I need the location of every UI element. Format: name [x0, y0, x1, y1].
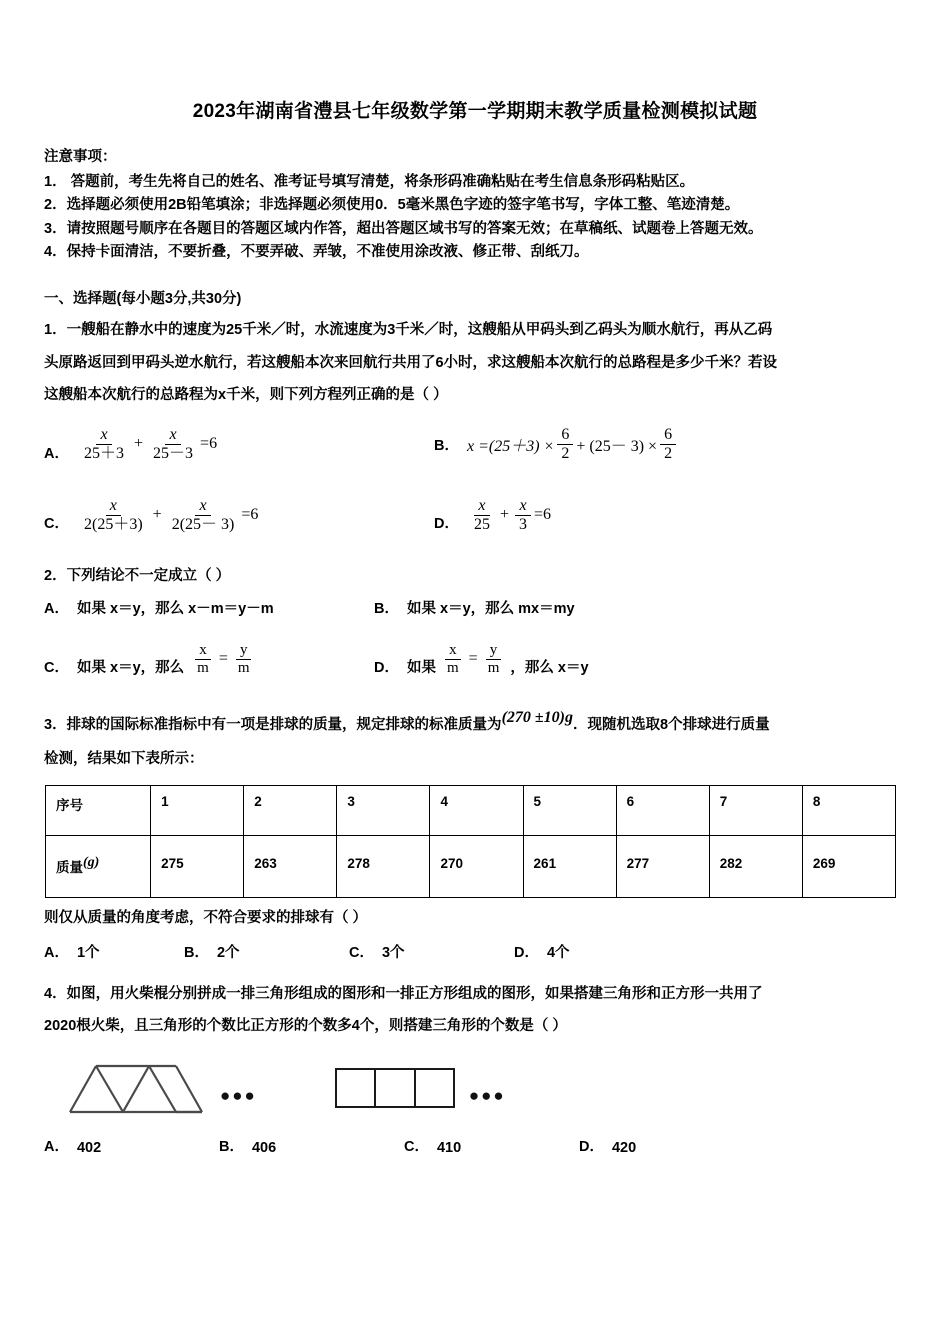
option-4d-text: 420: [611, 1140, 637, 1157]
option-4b-text: 406: [251, 1140, 277, 1157]
denominator: 25－3: [153, 444, 194, 462]
section-heading: 一、选择题(每小题3分,共30分): [44, 290, 242, 307]
option-3d[interactable]: [514, 941, 570, 962]
option-1b-label: B．: [434, 437, 459, 454]
numerator: x: [165, 426, 180, 445]
option-2d-label: D．: [374, 659, 399, 676]
table-cell-index: 2: [244, 786, 337, 836]
denominator: m: [446, 659, 459, 676]
expr-mid: + (25－ 3) ×: [576, 437, 658, 455]
option-3a[interactable]: [44, 941, 184, 962]
option-2d-formula: [440, 642, 506, 677]
question-2: [44, 563, 906, 676]
numerator: x: [96, 426, 111, 445]
table-row: [46, 786, 896, 836]
option-1a-formula: $\frac{x}{25+3}$ + $\frac{x}{25-3}$ =6: [77, 426, 217, 463]
option-3c-text: 3个: [381, 944, 405, 961]
option-3a-label: A．: [44, 944, 69, 961]
numerator: x: [445, 642, 461, 660]
question-4-line: 4．如图，用火柴棍分别拼成一排三角形组成的图形和一排正方形组成的图形，如果搭建三角形和正方形一共用了: [44, 985, 763, 1002]
notice-item: 2．选择题必须使用2B铅笔填涂；非选择题必须使用0．5毫米黑色字迹的签字笔书写，字体工整、笔迹清楚。: [44, 197, 740, 214]
option-2b-text: 如果 x＝y，那么 mx＝my: [406, 600, 575, 617]
question-3-line-1: [44, 707, 906, 743]
square-cell: [335, 1068, 375, 1108]
option-3c[interactable]: [349, 941, 514, 962]
notice-block: [44, 145, 906, 265]
option-4a-text: 402: [76, 1140, 102, 1157]
option-3d-label: D．: [514, 944, 539, 961]
notice-item: 4．保持卡面清洁，不要折叠，不要弄破、弄皱，不准使用涂改液、修正带、刮纸刀。: [44, 244, 589, 261]
expr-lead: x =(25＋3) ×: [466, 437, 555, 455]
numerator: x: [515, 497, 530, 516]
option-2d-prefix: 如果: [406, 659, 436, 676]
table-cell-mass: 275: [151, 836, 244, 898]
option-4c[interactable]: [404, 1135, 579, 1156]
equals-value: =6: [534, 506, 552, 524]
square-cell: [375, 1068, 415, 1108]
option-4c-text: 410: [436, 1140, 462, 1157]
option-2c-prefix: 如果 x＝y，那么: [76, 659, 185, 676]
triangle-strip-icon: [66, 1060, 206, 1116]
question-1-options-row-2: [44, 497, 906, 534]
table-cell-index: 5: [523, 786, 616, 836]
question-1-line: 这艘船本次航行的总路程为x千米，则下列方程列正确的是（ ）: [44, 387, 448, 404]
option-1c-formula: $\frac{x}{2(25+3)}$ + $\frac{x}{2(25- 3)}$ =6: [77, 497, 258, 534]
denominator: 3: [519, 515, 528, 533]
table-cell-mass: 261: [523, 836, 616, 898]
question-3-post-table: 则仅从质量的角度考虑，不符合要求的排球有（ ）: [44, 910, 368, 927]
table-cell-index: 7: [709, 786, 802, 836]
question-1-options-row-1: [44, 426, 906, 463]
table-cell-index: 8: [802, 786, 895, 836]
denominator: m: [197, 659, 209, 676]
matchstick-figure: [66, 1057, 906, 1119]
question-3: [44, 707, 906, 962]
option-3d-text: 4个: [546, 944, 570, 961]
table-header-mass: [46, 836, 151, 898]
numerator: x: [474, 497, 489, 516]
question-1-line: 头原路返回到甲码头逆水航行，若这艘船本次来回航行共用了6小时，求这艘船本次航行的总路程是多少千米？若设: [44, 354, 778, 371]
option-1c[interactable]: [44, 497, 434, 534]
option-2c-label: C．: [44, 659, 69, 676]
option-1a-label: A．: [44, 445, 69, 462]
mass-unit: (g): [83, 855, 100, 871]
question-2-options-row-1: [44, 597, 906, 618]
option-2b[interactable]: [374, 597, 575, 618]
table-cell-index: 3: [337, 786, 430, 836]
option-2a-label: A．: [44, 600, 69, 617]
option-1c-label: C．: [44, 516, 69, 533]
question-1: [44, 314, 906, 534]
table-cell-mass: 269: [802, 836, 895, 898]
table-cell-mass: 270: [430, 836, 523, 898]
option-2c-formula: [190, 642, 256, 677]
square-ellipsis: ●●●: [468, 1086, 506, 1106]
notice-item: 3．请按照题号顺序在各题目的答题区域内作答，超出答题区域书写的答案无效；在草稿纸、试题卷上答题无效。: [44, 220, 763, 237]
equals-sign: =: [468, 650, 478, 668]
numerator: 6: [557, 426, 573, 445]
option-1a[interactable]: [44, 426, 434, 463]
question-4-options-row: [44, 1135, 906, 1156]
table-cell-mass: 278: [337, 836, 430, 898]
question-2-options-row-2: [44, 642, 906, 677]
option-4c-label: C．: [404, 1139, 429, 1156]
equals-value: =6: [241, 506, 259, 524]
notice-item: 1． 答题前，考生先将自己的姓名、准考证号填写清楚，将条形码准确粘贴在考生信息条形码粘贴区。: [44, 174, 695, 190]
denominator: 2(25－ 3): [171, 515, 235, 533]
question-3-text-pre: 3．排球的国际标准指标中有一项是排球的质量，规定排球的标准质量为: [44, 716, 502, 733]
option-1d-label: D．: [434, 516, 459, 533]
denominator: 2(25＋3): [83, 515, 143, 533]
numerator: x: [195, 497, 210, 516]
equals-value: =6: [200, 435, 218, 453]
option-3a-text: 1个: [76, 944, 100, 961]
option-2d-suffix: ，那么 x＝y: [510, 659, 589, 676]
option-2c[interactable]: [44, 642, 374, 677]
table-cell-index: 1: [151, 786, 244, 836]
option-3b-text: 2个: [216, 944, 240, 961]
denominator: m: [237, 659, 250, 676]
option-3b-label: B．: [184, 944, 209, 961]
numerator: y: [236, 642, 252, 660]
denominator: 25: [473, 515, 490, 533]
option-1d-formula: $\frac{x}{25}$ + $\frac{x}{3}$ =6: [467, 497, 551, 534]
table-row: [46, 836, 896, 898]
equals-sign: =: [218, 650, 228, 668]
option-2a-text: 如果 x＝y，那么 x－m＝y－m: [76, 600, 274, 617]
question-4: [44, 978, 906, 1156]
denominator: 25＋3: [83, 444, 124, 462]
page-title: 2023年湖南省澧县七年级数学第一学期期末教学质量检测模拟试题: [192, 101, 758, 122]
denominator: m: [487, 659, 500, 676]
option-4b[interactable]: [219, 1135, 404, 1156]
mass-label: 质量: [56, 860, 83, 876]
option-4b-label: B．: [219, 1139, 244, 1156]
table-cell-index: 6: [616, 786, 709, 836]
option-1d[interactable]: [434, 497, 551, 534]
option-4a[interactable]: [44, 1135, 219, 1156]
question-3-options-row: [44, 941, 906, 962]
option-4d-label: D．: [579, 1139, 604, 1156]
square-strip-icon: [335, 1068, 455, 1108]
question-4-line: 2020根火柴，且三角形的个数比正方形的个数多4个，则搭建三角形的个数是（ ）: [44, 1018, 567, 1035]
notice-heading: 注意事项：: [44, 149, 117, 165]
table-header-index: 序号: [46, 786, 151, 836]
option-3c-label: C．: [349, 944, 374, 961]
numerator: y: [486, 642, 502, 660]
denominator: 2: [561, 444, 570, 462]
mass-data-table: [45, 785, 896, 898]
question-3-text-post: ．现随机选取8个排球进行质量: [573, 716, 770, 733]
numerator: x: [195, 642, 211, 660]
option-1b[interactable]: [434, 426, 679, 463]
table-cell-mass: 277: [616, 836, 709, 898]
option-4d[interactable]: [579, 1135, 636, 1156]
question-3-line-2: 检测，结果如下表所示：: [44, 750, 204, 767]
question-1-line: 1．一艘船在静水中的速度为25千米／时，水流速度为3千米／时，这艘船从甲码头到乙码头为顺水航行，再从乙码: [44, 321, 773, 338]
numerator: 6: [660, 426, 676, 445]
option-2b-label: B．: [374, 600, 399, 617]
table-cell-mass: 282: [709, 836, 802, 898]
option-3b[interactable]: [184, 941, 349, 962]
option-4a-label: A．: [44, 1139, 69, 1156]
question-3-formula: (270 ±10)g: [501, 708, 573, 726]
table-cell-index: 4: [430, 786, 523, 836]
question-2-stem: 2．下列结论不一定成立（ ）: [44, 568, 231, 585]
numerator: x: [106, 497, 121, 516]
square-cell: [415, 1068, 455, 1108]
option-2a[interactable]: [44, 597, 374, 618]
triangle-ellipsis: ●●●: [220, 1086, 257, 1106]
option-2d[interactable]: [374, 642, 589, 677]
option-1b-formula: [467, 426, 679, 463]
table-cell-mass: 263: [244, 836, 337, 898]
denominator: 2: [664, 444, 673, 462]
